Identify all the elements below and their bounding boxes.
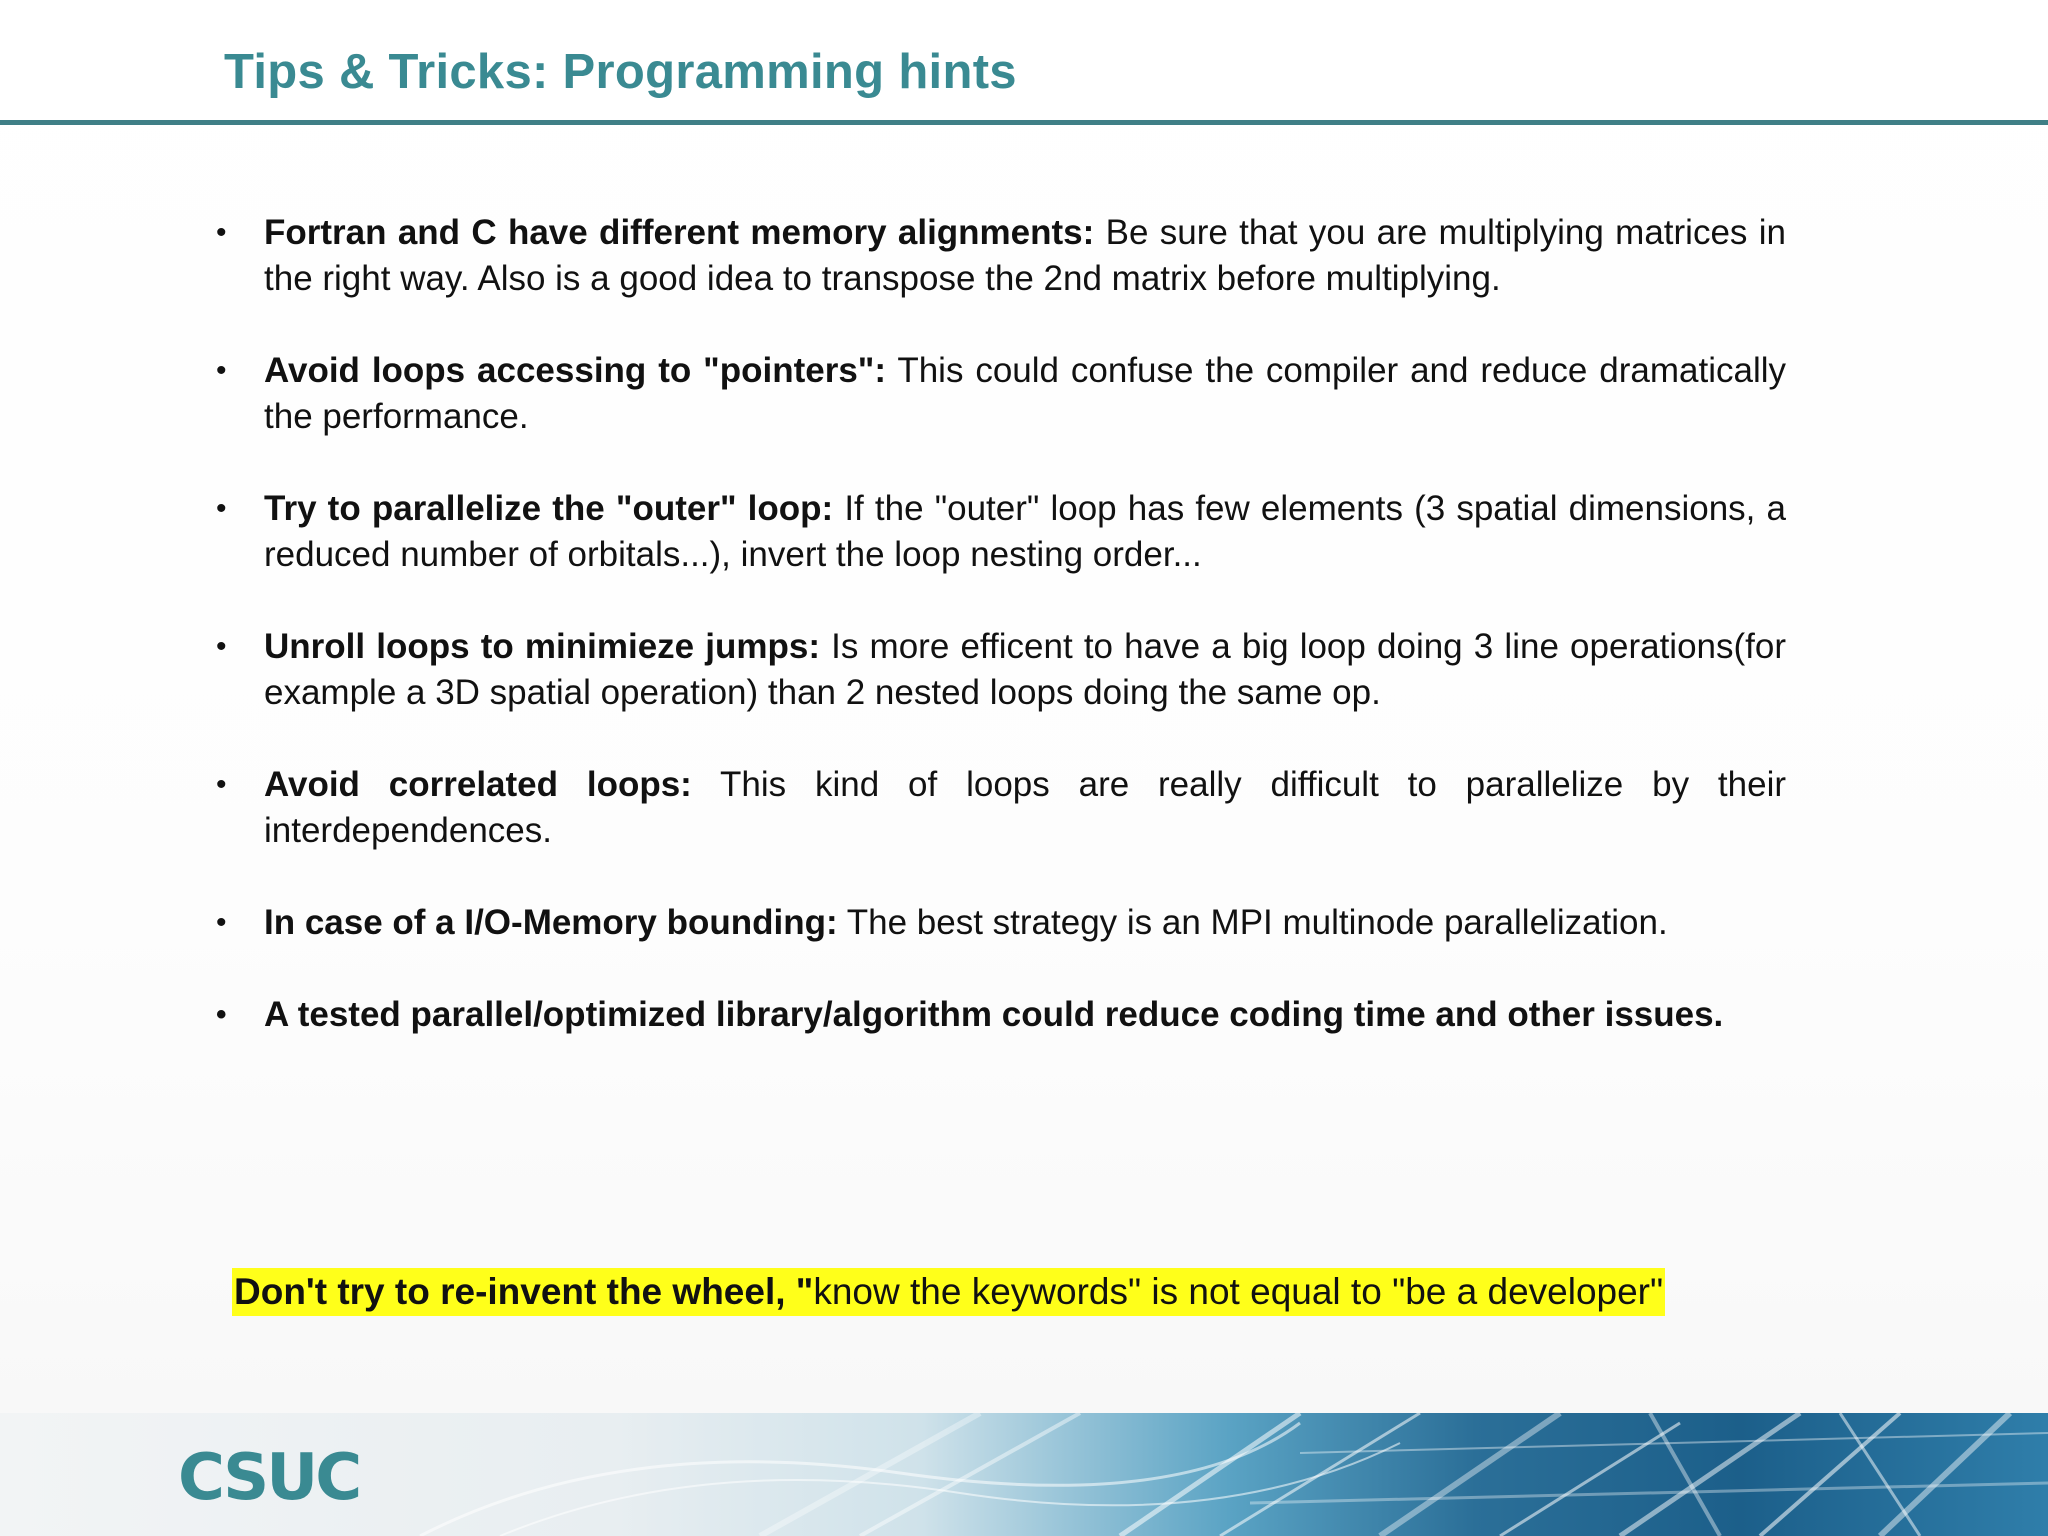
bullet-text: If the "outer" loop has few elements (3 spatial dimensions, a reduced number of orbitals...), invert the loop nesting order... [264, 489, 1786, 574]
bullet-list [216, 210, 1786, 1084]
title-divider [0, 120, 2048, 125]
bullet-item [216, 900, 1786, 946]
bullet-lead: Fortran and C have different memory alignments: [264, 213, 1095, 252]
bullet-item [216, 992, 1786, 1038]
tagline-bold: Don't try to re-invent the wheel, " [234, 1271, 814, 1312]
bullet-text: The best strategy is an MPI multinode parallelization. [837, 903, 1668, 942]
bullet-lead: A tested parallel/optimized library/algorithm could reduce coding time and other issues. [264, 995, 1724, 1034]
bullet-item [216, 762, 1786, 854]
bullet-item [216, 348, 1786, 440]
bullet-lead: Avoid loops accessing to "pointers": [264, 351, 887, 390]
bullet-item [216, 486, 1786, 578]
bullet-text: Be sure that you are multiplying matrices in the right way. Also is a good idea to transpose the 2nd matrix before multiplying. [264, 213, 1786, 298]
bullet-lead: In case of a I/O-Memory bounding: [264, 903, 838, 942]
highlighted-tagline [232, 1268, 1665, 1316]
bullet-text: This could confuse the compiler and reduce dramatically the performance. [264, 351, 1787, 436]
tagline-normal: know the keywords" is not equal to "be a developer" [813, 1271, 1664, 1312]
bullet-item [216, 624, 1786, 716]
bullet-lead: Avoid correlated loops: [264, 765, 692, 804]
bullet-item [216, 210, 1786, 302]
csuc-logo: CSUC [178, 1441, 360, 1515]
bullet-text: Is more efficent to have a big loop doing 3 line operations(for example a 3D spatial operation) than 2 nested loops doing the same op. [264, 627, 1787, 712]
bullet-lead: Unroll loops to minimieze jumps: [264, 627, 821, 666]
slide-title: Tips & Tricks: Programming hints [224, 45, 1017, 99]
bullet-lead: Try to parallelize the "outer" loop: [264, 489, 834, 528]
bullet-text: This kind of loops are really difficult to parallelize by their interdependences. [264, 765, 1786, 850]
